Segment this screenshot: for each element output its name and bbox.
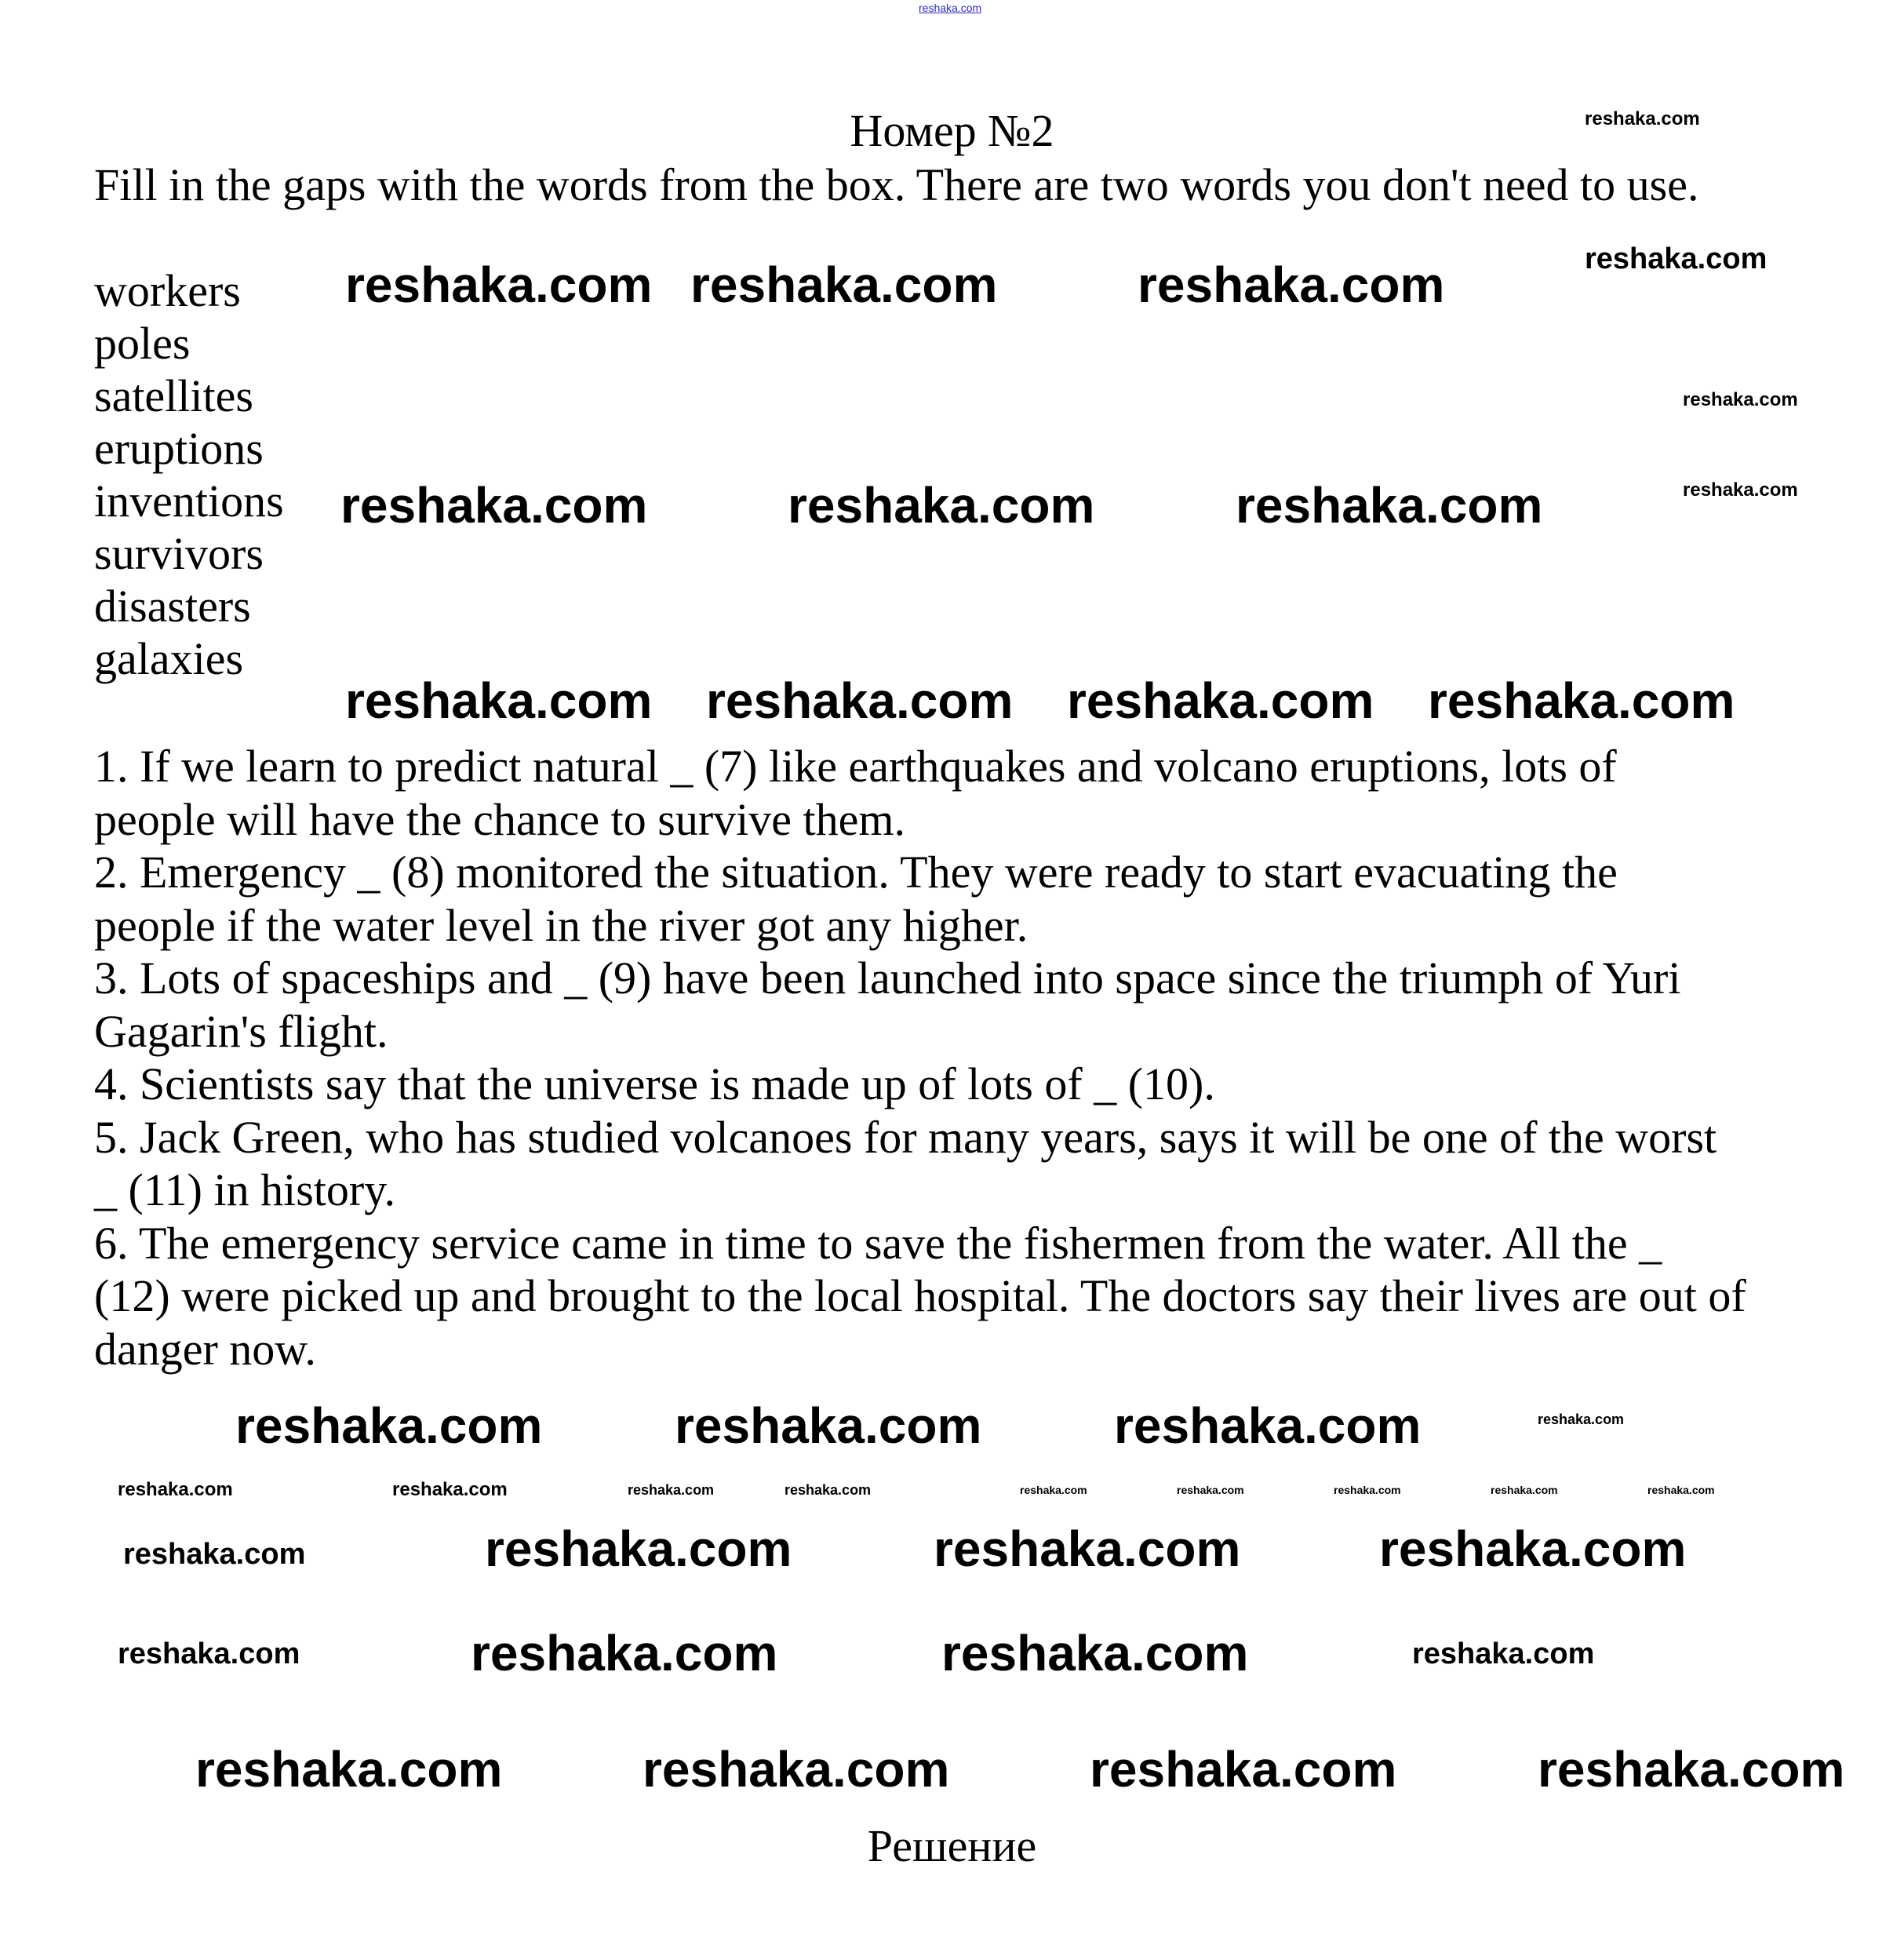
word-box-item: galaxies <box>94 633 244 684</box>
word-box-item: eruptions <box>94 423 264 474</box>
watermark: reshaka.com <box>1334 1484 1401 1496</box>
watermark: reshaka.com <box>1090 1741 1397 1798</box>
watermark: reshaka.com <box>690 257 998 313</box>
watermark: reshaka.com <box>392 1479 508 1500</box>
watermark: reshaka.com <box>1647 1484 1715 1496</box>
sentence-line: _ (11) in history. <box>94 1164 395 1215</box>
watermark: reshaka.com <box>941 1625 1249 1681</box>
watermark: reshaka.com <box>340 477 648 534</box>
watermark: reshaka.com <box>345 257 653 313</box>
sentence-line: danger now. <box>94 1324 316 1375</box>
watermark: reshaka.com <box>485 1521 792 1577</box>
header-link[interactable]: reshaka.com <box>919 2 982 14</box>
watermark: reshaka.com <box>1236 477 1543 534</box>
sentence-line: 3. Lots of spaceships and _ (9) have been launched into space since the triumph of Yuri <box>94 953 1681 1003</box>
watermark: reshaka.com <box>628 1482 715 1498</box>
watermark: reshaka.com <box>1114 1397 1422 1454</box>
watermark: reshaka.com <box>1067 672 1374 729</box>
word-box-item: survivors <box>94 528 264 579</box>
watermark: reshaka.com <box>1428 672 1735 729</box>
word-box-item: workers <box>94 265 241 316</box>
watermark: reshaka.com <box>788 477 1095 534</box>
watermark: reshaka.com <box>643 1741 950 1798</box>
watermark: reshaka.com <box>471 1625 778 1681</box>
watermark: reshaka.com <box>1538 1411 1625 1427</box>
word-box-item: inventions <box>94 475 284 526</box>
word-box-item: satellites <box>94 370 253 421</box>
watermark: reshaka.com <box>1683 389 1798 410</box>
watermark: reshaka.com <box>1379 1521 1687 1577</box>
sentence-line: 5. Jack Green, who has studied volcanoes for many years, says it will be one of the worst <box>94 1112 1717 1163</box>
watermark: reshaka.com <box>675 1397 982 1454</box>
watermark: reshaka.com <box>1412 1637 1595 1670</box>
watermark: reshaka.com <box>118 1479 233 1500</box>
sentence-line: people if the water level in the river got any higher. <box>94 900 1028 951</box>
watermark: reshaka.com <box>1138 257 1445 313</box>
sentence-line: 6. The emergency service came in time to save the fishermen from the water. All the _ <box>94 1218 1662 1269</box>
watermark: reshaka.com <box>1585 108 1700 129</box>
sentence-line: 4. Scientists say that the universe is made up of lots of _ (10). <box>94 1058 1215 1109</box>
sentence-line: people will have the chance to survive them. <box>94 794 905 845</box>
watermark: reshaka.com <box>345 672 653 729</box>
word-box-item: disasters <box>94 581 251 632</box>
sentence-line: 2. Emergency _ (8) monitored the situation. They were ready to start evacuating the <box>94 847 1618 898</box>
solution-heading[interactable]: Решение <box>867 1820 1037 1871</box>
watermark: reshaka.com <box>1538 1741 1845 1798</box>
watermark: reshaka.com <box>785 1482 872 1498</box>
sentence-line: Gagarin's flight. <box>94 1006 388 1057</box>
sentence-line: (12) were picked up and brought to the local hospital. The doctors say their lives are out of <box>94 1270 1746 1321</box>
word-box-item: poles <box>94 318 191 369</box>
watermark: reshaka.com <box>934 1521 1241 1577</box>
watermark: reshaka.com <box>1177 1484 1244 1496</box>
watermark: reshaka.com <box>1020 1484 1087 1496</box>
watermark: reshaka.com <box>235 1397 543 1454</box>
watermark: reshaka.com <box>118 1637 300 1670</box>
page-title: Номер №2 <box>850 105 1054 156</box>
watermark: reshaka.com <box>1491 1484 1558 1496</box>
watermark: reshaka.com <box>1683 479 1798 501</box>
watermark: reshaka.com <box>123 1538 306 1571</box>
watermark: reshaka.com <box>195 1741 503 1798</box>
sentence-line: 1. If we learn to predict natural _ (7) like earthquakes and volcano eruptions, lots of <box>94 741 1617 792</box>
watermark: reshaka.com <box>706 672 1014 729</box>
watermark: reshaka.com <box>1585 242 1767 275</box>
instruction: Fill in the gaps with the words from the box. There are two words you don't need to use. <box>94 159 1699 210</box>
